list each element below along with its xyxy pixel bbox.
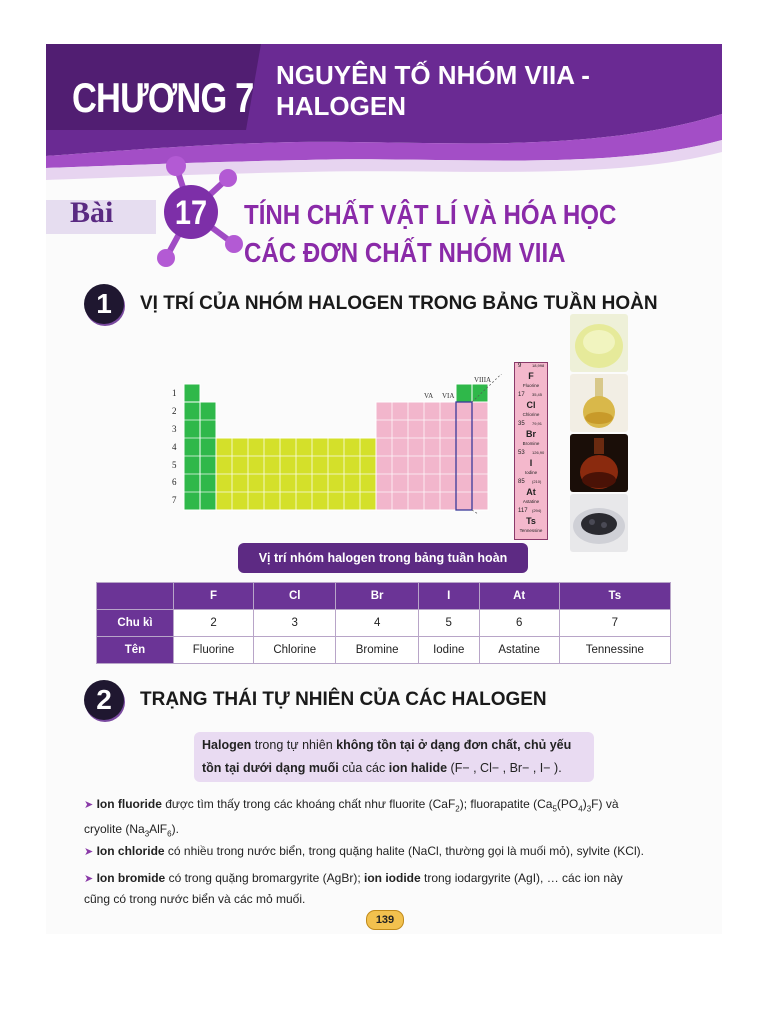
- table-row: [97, 637, 671, 664]
- chapter-title-line1: NGUYÊN TỐ NHÓM VIIA -: [276, 60, 590, 90]
- bullet-text: có trong quặng bromargyrite (AgBr);: [165, 871, 364, 885]
- bullet-chloride: [84, 841, 696, 862]
- atomic-mass: (294): [532, 508, 542, 513]
- element-name: Tennessine: [519, 528, 543, 533]
- lesson-label: Bài: [70, 196, 114, 229]
- lesson-title-line1: TÍNH CHẤT VẬT LÍ VÀ HÓA HỌC: [244, 199, 617, 230]
- table-cell: 5: [418, 610, 479, 637]
- table-cell: 7: [559, 610, 670, 637]
- table-header: Br: [336, 583, 418, 610]
- atomic-mass: 18,998: [532, 363, 545, 368]
- atomic-number: 85: [518, 479, 525, 485]
- table-cell: Bromine: [336, 637, 418, 664]
- group-label: VA: [424, 392, 434, 400]
- table-header: Ts: [559, 583, 670, 610]
- element-cell-at: [516, 479, 546, 507]
- element-cell-cl: [516, 392, 546, 420]
- element-name: Chlorine: [522, 412, 540, 417]
- halogen-column: [514, 362, 548, 540]
- bullet-text: có nhiều trong nước biển, trong quặng halite (NaCl, thường gọi là muối mỏ), sylvite (KCl).: [164, 844, 644, 858]
- period-label: 1: [172, 388, 177, 398]
- bullet-text: ): [582, 797, 587, 811]
- table-cell: 3: [254, 610, 336, 637]
- section1-title: VỊ TRÍ CỦA NHÓM HALOGEN TRONG BẢNG TUẦN HOÀN: [140, 293, 658, 314]
- atomic-mass: 79,91: [532, 421, 543, 426]
- atomic-mass: (210): [532, 479, 542, 484]
- element-cell-ts: [516, 508, 546, 536]
- table-cell: Fluorine: [174, 637, 254, 664]
- period-label: 6: [172, 477, 177, 487]
- callout-text: của các: [338, 761, 389, 775]
- group-label: VIIIA: [474, 376, 492, 384]
- bullet-bold: Ion chloride: [96, 844, 165, 858]
- bullet-text: ).: [171, 822, 179, 837]
- bullet-text: trong iodargyrite (AgI), … các ion này: [420, 871, 623, 885]
- atomic-number: 117: [518, 508, 528, 514]
- atomic-number: 9: [518, 363, 522, 369]
- callout-bold: không tồn tại ở dạng đơn chất, chủ yếu: [336, 738, 572, 752]
- chapter-title-line2: HALOGEN: [276, 91, 406, 121]
- element-cell-f: [516, 363, 546, 391]
- page-number: 139: [366, 910, 404, 930]
- table-cell: Chlorine: [254, 637, 336, 664]
- element-symbol: Ts: [526, 516, 536, 526]
- atomic-mass: 126,90: [532, 450, 545, 455]
- bullet-bold: Ion fluoride: [96, 797, 162, 811]
- atomic-mass: 35,45: [532, 392, 543, 397]
- element-symbol: I: [529, 458, 533, 468]
- bullet-bromide-iodide: [84, 868, 696, 909]
- group-label: VIA: [442, 392, 455, 400]
- chapter-title: [276, 60, 590, 122]
- lesson-number: 17: [174, 194, 208, 232]
- callout-bold: tồn tại dưới dạng muối: [202, 761, 339, 775]
- bullet-bold: ion iodide: [364, 871, 421, 885]
- atomic-number: 35: [518, 421, 525, 427]
- bullet-text: ); fluorapatite (Ca: [459, 797, 553, 811]
- bullet-text: F) và: [591, 797, 619, 811]
- row-label: Chu kì: [97, 610, 174, 637]
- chapter-label: CHƯƠNG 7: [72, 74, 254, 121]
- bullet-bold: Ion bromide: [96, 871, 166, 885]
- fluorine-photo: [570, 314, 628, 372]
- period-label: 5: [172, 460, 177, 470]
- atomic-number: 53: [518, 450, 525, 456]
- element-symbol: Br: [525, 429, 536, 439]
- subscript: 4: [578, 804, 583, 814]
- table-header: Cl: [254, 583, 336, 610]
- section1-number: 1: [84, 284, 124, 324]
- section2-number: 2: [84, 680, 124, 720]
- element-name: Bromine: [522, 441, 540, 446]
- table-header-corner: [97, 583, 174, 610]
- table-header: I: [418, 583, 479, 610]
- iodine-photo: [570, 494, 628, 552]
- period-label: 4: [172, 442, 177, 452]
- key-point-callout: [194, 732, 594, 782]
- element-cell-br: [516, 421, 546, 449]
- chlorine-photo: [570, 374, 628, 432]
- callout-bold: ion halide: [388, 761, 448, 775]
- period-label: 2: [172, 406, 177, 416]
- period-label: 7: [172, 495, 177, 505]
- atomic-number: 17: [518, 392, 525, 398]
- table-cell: Tennessine: [559, 637, 670, 664]
- bullet-text: AlF: [149, 822, 168, 837]
- subscript: 2: [455, 804, 460, 814]
- bullet-arrow-icon: ➤: [84, 799, 94, 811]
- callout-text: trong tự nhiên: [251, 738, 337, 752]
- table-cell: 4: [336, 610, 418, 637]
- callout-bold: Halogen: [202, 738, 252, 752]
- subscript: 3: [586, 804, 592, 814]
- halogen-table: [96, 582, 671, 664]
- table-row: [97, 610, 671, 637]
- bromine-photo: [570, 434, 628, 492]
- figure-caption: Vị trí nhóm halogen trong bảng tuần hoàn: [238, 543, 528, 573]
- bullet-fluoride: [84, 794, 696, 845]
- table-cell: Iodine: [418, 637, 479, 664]
- bullet-text: (PO: [556, 797, 579, 811]
- row-label: Tên: [97, 637, 174, 664]
- callout-text: (F− , Cl− , Br− , I− ).: [447, 761, 562, 775]
- element-symbol: At: [526, 487, 536, 497]
- section2-title: TRẠNG THÁI TỰ NHIÊN CỦA CÁC HALOGEN: [140, 689, 547, 710]
- bullet-text: cryolite (Na: [84, 822, 145, 837]
- subscript: 5: [552, 804, 557, 814]
- subscript: 6: [167, 829, 172, 839]
- table-header: At: [479, 583, 559, 610]
- periodic-table-diagram: [162, 374, 545, 514]
- element-name: Fluorine: [522, 383, 540, 388]
- bullet-arrow-icon: ➤: [84, 873, 94, 885]
- element-name: Astatine: [522, 499, 540, 504]
- table-cell: Astatine: [479, 637, 559, 664]
- element-symbol: Cl: [526, 400, 536, 410]
- textbook-page: [46, 44, 722, 934]
- lesson-title: [244, 196, 616, 272]
- element-symbol: F: [528, 371, 534, 381]
- bullet-text: được tìm thấy trong các khoáng chất như fluorite (CaF: [161, 797, 456, 811]
- element-cell-i: [516, 450, 546, 478]
- lesson-title-line2: CÁC ĐƠN CHẤT NHÓM VIIA: [244, 237, 566, 268]
- element-name: Iodine: [524, 470, 538, 475]
- subscript: 3: [144, 829, 150, 839]
- bullet-arrow-icon: ➤: [84, 846, 94, 858]
- bullet-text: cũng có trong nước biển và các mỏ muối.: [84, 892, 306, 906]
- periodic-table-grid: [162, 374, 545, 514]
- table-cell: 6: [479, 610, 559, 637]
- table-header: F: [174, 583, 254, 610]
- period-label: 3: [172, 424, 177, 434]
- table-cell: 2: [174, 610, 254, 637]
